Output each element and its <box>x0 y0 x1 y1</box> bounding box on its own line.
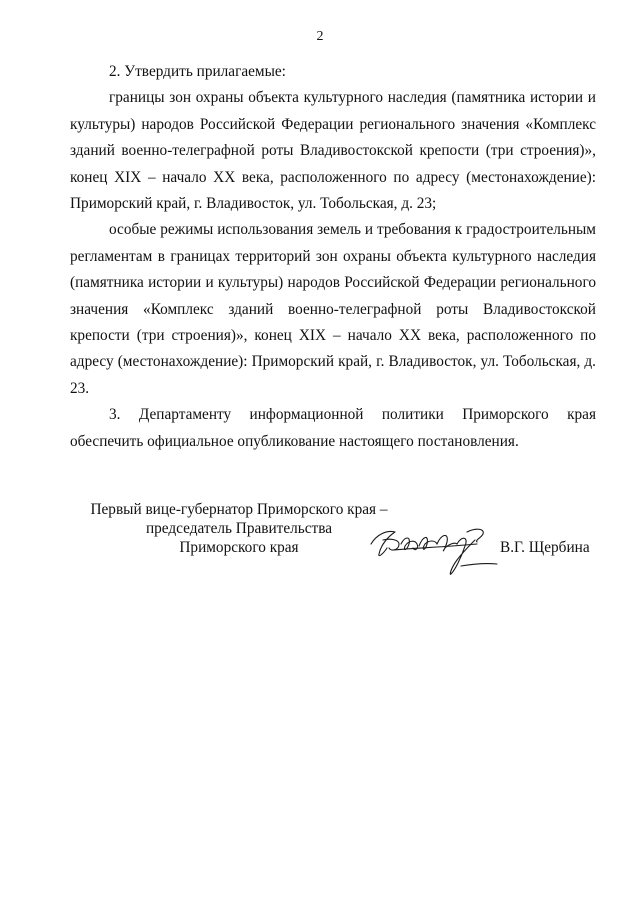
paragraph-zone-boundaries: границы зон охраны объекта культурного наследия (памятника истории и культуры) народов Российской Федерации регионального значения «Комплекс зданий военно-телеграфной роты Владивостокской крепости (три строения)», конец XIX – начало XX века, расположенного по адресу (местонахождение): Приморский край, г. Владивосток, ул. Тобольская, д. 23; <box>70 89 596 213</box>
signatory-name: В.Г. Щербина <box>500 539 590 556</box>
signatory-title-line-3: Приморского края <box>179 539 299 556</box>
page-number: 2 <box>316 29 324 44</box>
paragraph-item-3: 3. Департаменту информационной политики Приморского края обеспечить официальное опубликование настоящего постановления. <box>70 406 596 450</box>
paragraph-item-2: 2. Утвердить прилагаемые: <box>109 63 286 80</box>
signatory-title-line-2: председатель Правительства <box>145 520 333 537</box>
handwritten-signature <box>365 514 500 580</box>
signatory-title <box>74 500 404 557</box>
paragraph-land-use-regimes: особые режимы использования земель и требования к градостроительным регламентам в границах территорий зон охраны объекта культурного наследия (памятника истории и культуры) народов Российской Федерации регионального значения «Комплекс зданий военно-телеграфной роты Владивостокской крепости (три строения)», конец XIX – начало XX века, расположенного по адресу (местонахождение): Приморский край, г. Владивосток, ул. Тобольская, д. 23. <box>70 221 596 397</box>
document-body <box>70 59 596 455</box>
signatory-title-line-1: Первый вице-губернатор Приморского края – <box>90 501 388 518</box>
signature-block <box>60 500 600 580</box>
